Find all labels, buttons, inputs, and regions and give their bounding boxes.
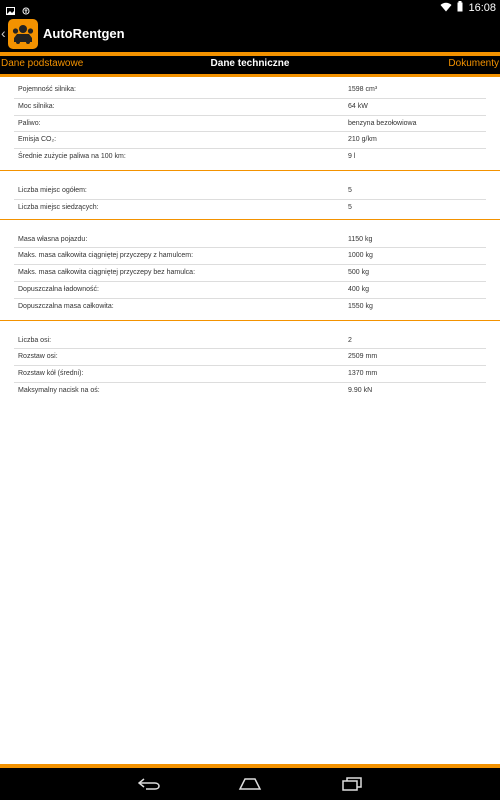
list-item [0, 132, 500, 149]
home-icon[interactable] [238, 776, 262, 792]
list-item [0, 149, 500, 166]
row-label: Liczba miejsc siedzących: [18, 203, 99, 211]
list-item [0, 265, 500, 282]
row-value: benzyna bezołowiowa [348, 119, 417, 127]
row-value: 210 g/km [348, 136, 377, 144]
list-item [0, 349, 500, 366]
row-label: Emisja CO₂: [18, 136, 57, 144]
battery-icon [457, 1, 463, 15]
row-value: 1000 kg [348, 252, 373, 260]
row-label: Maks. masa całkowita ciągniętej przyczepy bez hamulca: [18, 269, 196, 277]
list-item [0, 282, 500, 299]
navigation-bar [0, 768, 500, 800]
list-item [0, 200, 500, 217]
row-label: Rozstaw osi: [18, 353, 58, 361]
row-value: 5 [348, 186, 352, 194]
row-label: Rozstaw kół (średni): [18, 370, 84, 378]
list-item [0, 299, 500, 316]
row-label: Masa własna pojazdu: [18, 235, 88, 243]
back-icon[interactable] [137, 776, 161, 792]
list-item [0, 116, 500, 133]
list-item [0, 366, 500, 383]
list-item [0, 183, 500, 200]
list-item [0, 383, 500, 400]
list-item [0, 82, 500, 99]
action-bar [0, 16, 500, 52]
row-value: 5 [348, 203, 352, 211]
row-value: 9 l [348, 153, 356, 161]
row-label: Dopuszczalna masa całkowita: [18, 302, 114, 310]
tab-strip [0, 56, 500, 74]
wifi-icon [440, 2, 452, 15]
row-value: 1550 kg [348, 302, 373, 310]
app-title: AutoRentgen [43, 26, 125, 41]
row-value: 1598 cm³ [348, 86, 378, 93]
list-item [0, 232, 500, 249]
row-label: Moc silnika: [18, 102, 55, 110]
row-label: Liczba osi: [18, 336, 52, 344]
row-label: Pojemność silnika: [18, 86, 76, 93]
app-logo-icon[interactable] [8, 19, 38, 49]
row-value: 2509 mm [348, 353, 378, 361]
row-value: 64 kW [348, 102, 368, 110]
row-value: 400 kg [348, 285, 370, 293]
row-value: 1370 mm [348, 370, 378, 378]
technical-data-list [0, 78, 500, 400]
status-time: 16:08 [468, 2, 496, 14]
tab-indicator-line [0, 74, 500, 77]
row-value: 2 [348, 336, 352, 344]
row-label: Maksymalny nacisk na oś: [18, 386, 100, 394]
row-label: Paliwo: [18, 119, 41, 127]
row-value: 500 kg [348, 269, 370, 277]
tab-dane-techniczne[interactable]: Dane techniczne [210, 58, 290, 69]
row-label: Średnie zużycie paliwa na 100 km: [18, 153, 126, 161]
row-label: Dopuszczalna ładowność: [18, 285, 99, 293]
tab-dokumenty[interactable]: Dokumenty [448, 58, 499, 69]
row-label: Maks. masa całkowita ciągniętej przyczepy z hamulcem: [18, 252, 194, 260]
row-value: 9.90 kN [348, 386, 373, 394]
list-item [0, 248, 500, 265]
row-value: 1150 kg [348, 235, 373, 243]
row-label: Liczba miejsc ogółem: [18, 186, 87, 194]
list-item [0, 99, 500, 116]
recent-apps-icon[interactable] [340, 776, 364, 792]
tab-dane-podstawowe[interactable]: Dane podstawowe [1, 58, 84, 69]
status-bar [0, 0, 500, 16]
list-item [0, 333, 500, 350]
up-chevron-icon[interactable]: ‹ [1, 25, 6, 41]
